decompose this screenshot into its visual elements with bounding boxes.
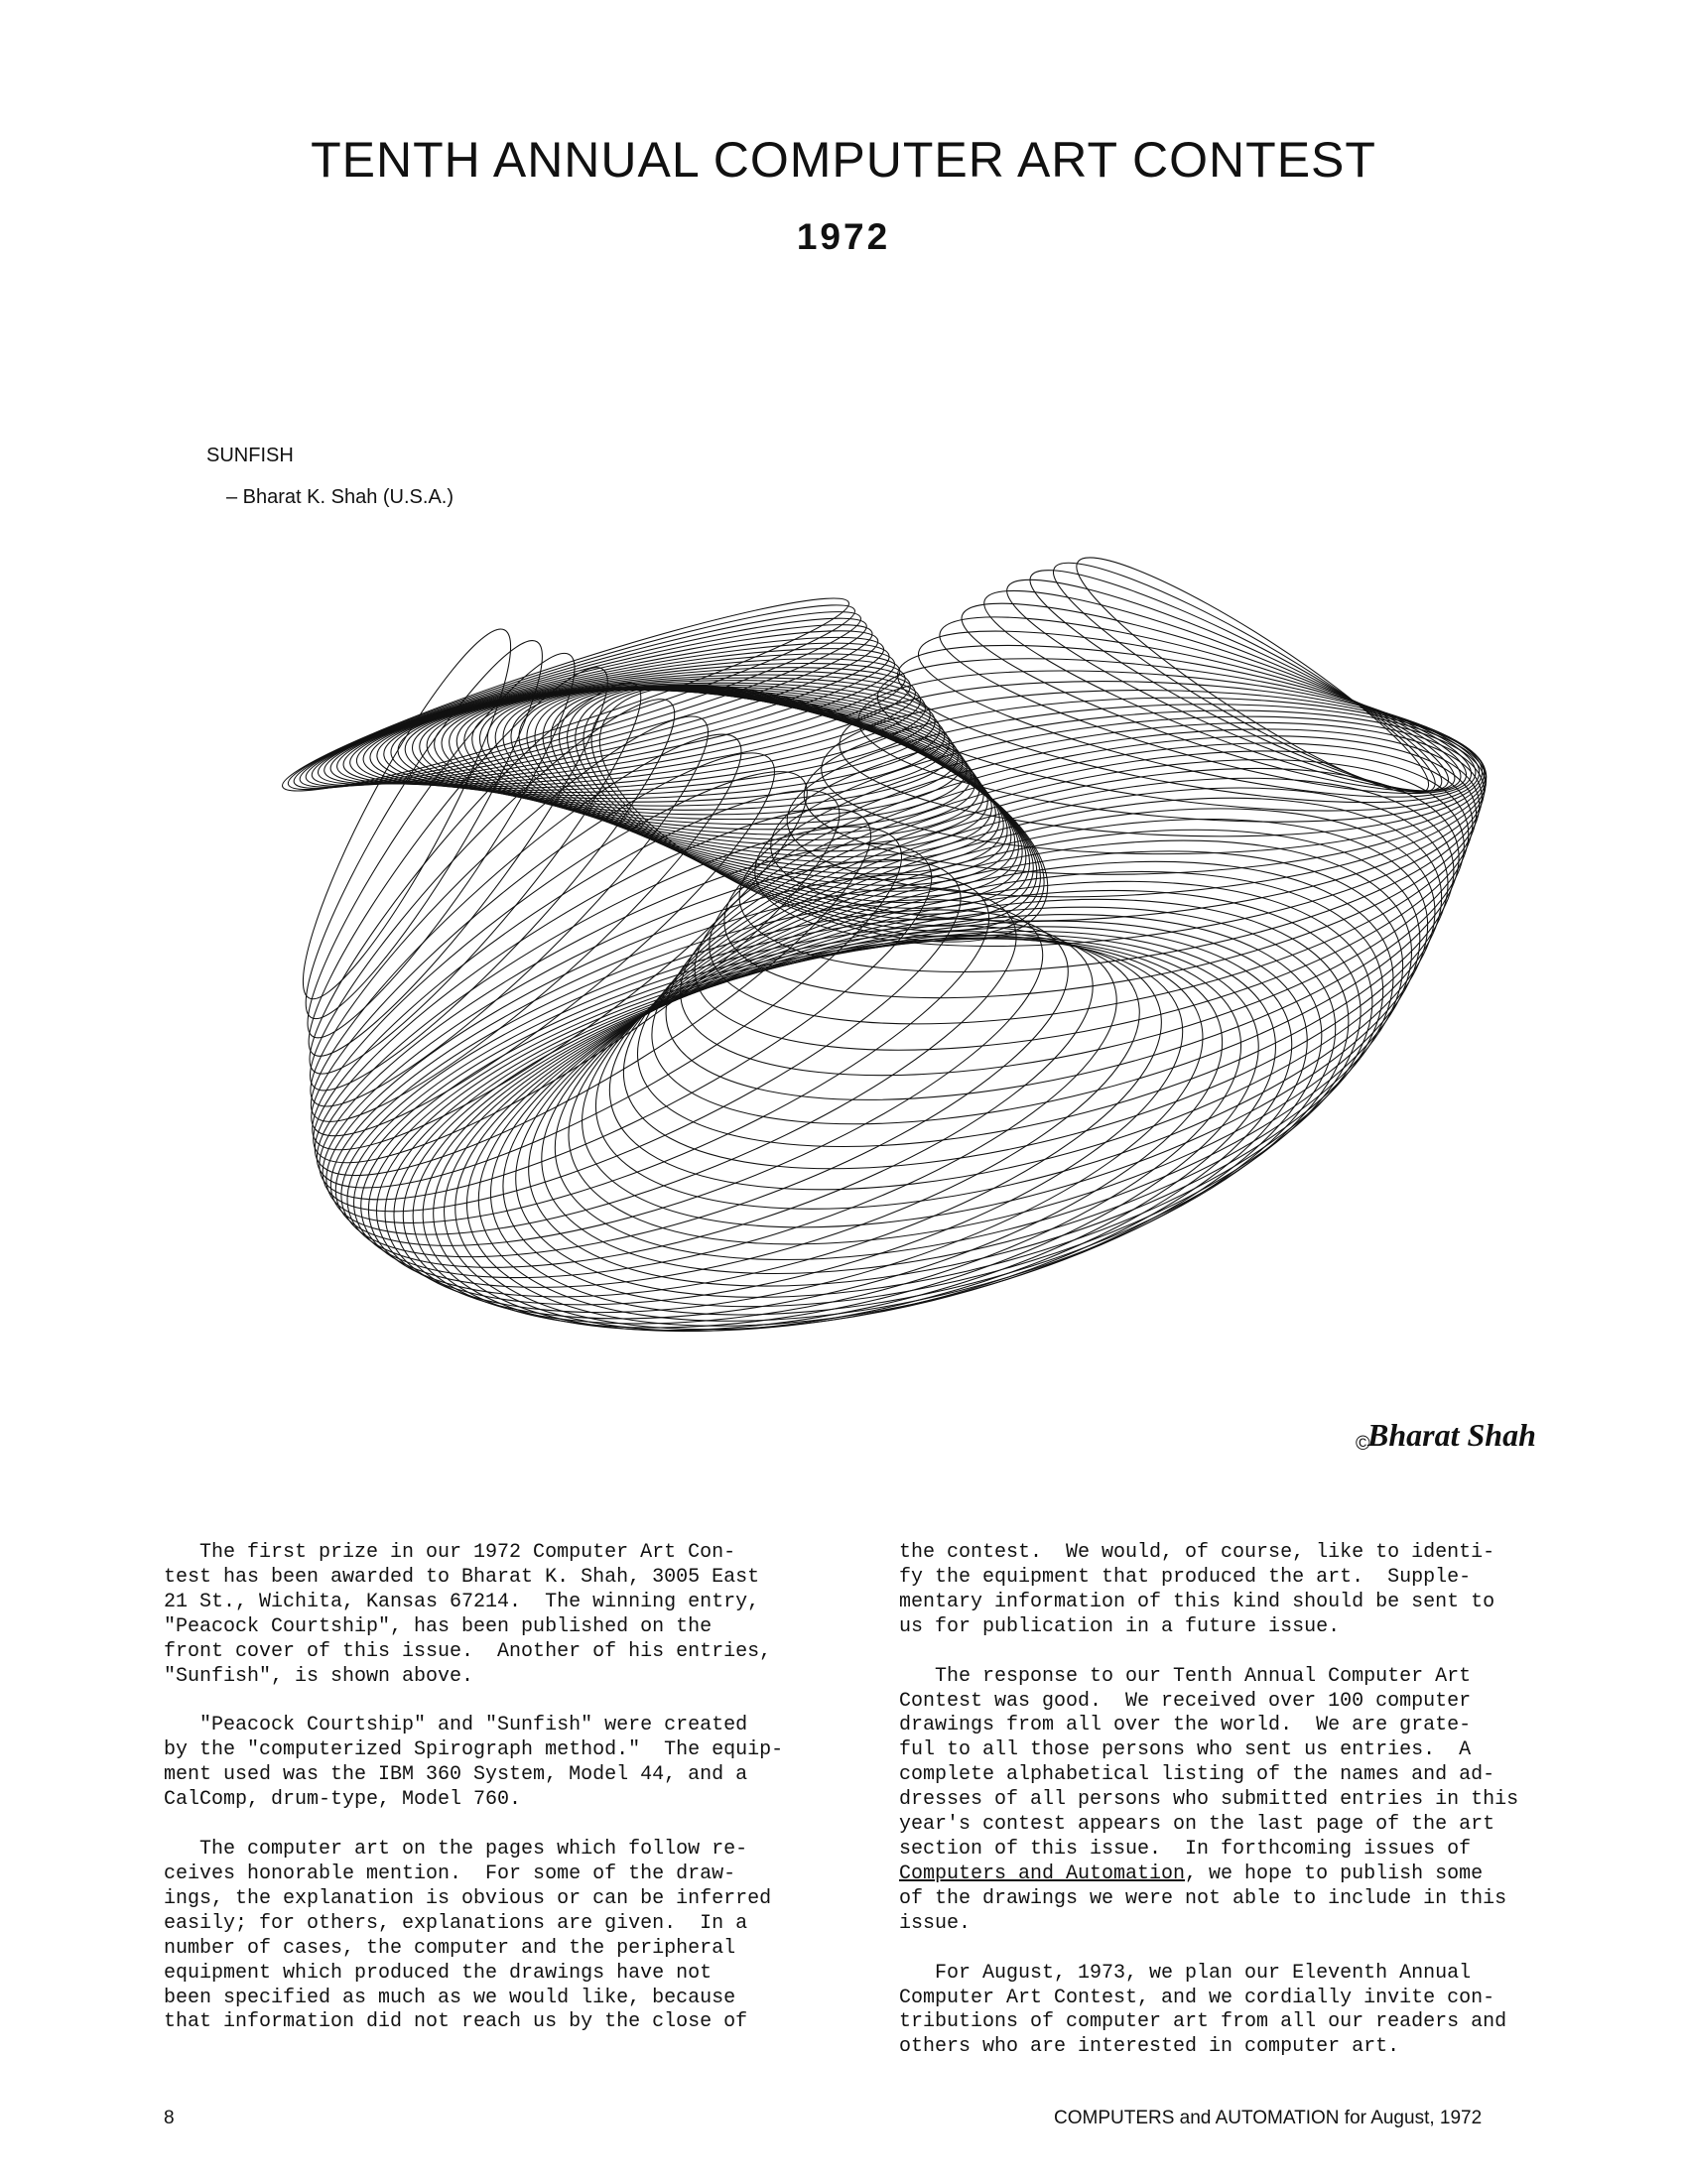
- spirograph-ellipse: [969, 558, 1471, 824]
- running-footer: COMPUTERS and AUTOMATION for August, 1972: [1054, 2108, 1483, 2128]
- page-title: TENTH ANNUAL COMPUTER ART CONTEST: [311, 132, 1376, 188]
- spirograph-ellipse: [510, 759, 1457, 1342]
- page-number: 8: [164, 2108, 175, 2128]
- artwork-caption-title: SUNFISH: [206, 445, 294, 466]
- paragraph-text: The response to our Tenth Annual Computer Art Contest was good. We received over 100 computer drawings from all over the world. We are grate- ful to all those persons who sent us entries. A complete alphabetical listing of the names and ad- dresses of all persons who submitted entries in this year's contest appears on the last page of the art section of this issue. In forthcoming issues of: [899, 1664, 1519, 1861]
- copyright-symbol: ©: [1356, 1433, 1370, 1455]
- spirograph-ellipse: [538, 739, 1472, 1308]
- spirograph-ellipse: [296, 829, 1082, 1316]
- spirograph-ellipse: [633, 694, 1496, 1166]
- spirograph-ellipse: [496, 770, 1448, 1355]
- spirograph-ellipse: [356, 866, 1260, 1391]
- spirograph-ellipse: [906, 597, 1483, 832]
- spirograph-curves: [273, 530, 1498, 1406]
- paragraph: For August, 1973, we plan our Eleventh Annual Computer Art Contest, and we cordially invite con- tributions of computer art from all our readers and others who are interested in computer art.: [899, 1961, 1507, 2059]
- artist-signature: Bharat Shah: [1367, 1417, 1536, 1453]
- paragraph: the contest. We would, of course, like to identi- fy the equipment that produced the art. Supple- mentary information of this kind should be sent to us for publication in a future issue.: [899, 1541, 1495, 1638]
- article-left-column: [164, 1541, 831, 2060]
- spirograph-ellipse: [651, 689, 1498, 1138]
- paragraph: "Peacock Courtship" and "Sunfish" were created by the "computerized Spirograph method." The equip- ment used was the IBM 360 System, Model 44, and a CalComp, drum-type, Model 760.: [164, 1714, 784, 1812]
- paragraph: [899, 1665, 1566, 1937]
- paragraph: The computer art on the pages which follow re- ceives honorable mention. For some of the draw- ings, the explanation is obvious or can be inferred easily; for others, explanations are given. In a number of cases, the computer and the peripheral equipment which produced the drawings have not been specified as much as we would like, because that information did not reach us by the close of: [164, 1838, 772, 2034]
- spirograph-ellipse: [687, 683, 1499, 1078]
- article-right-column: [899, 1541, 1566, 2085]
- paragraph: The first prize in our 1972 Computer Art Con- test has been awarded to Bharat K. Shah, 3005 East 21 St., Wichita, Kansas 67214. The winning entry, "Peacock Courtship", has been published on the front cover of this issue. Another of his entries, "Sunfish", is shown above.: [164, 1541, 772, 1688]
- paragraph-text: , we hope to publish some of the drawings we were not able to include in this issue.: [899, 1862, 1507, 1935]
- artwork-caption-author: – Bharat K. Shah (U.S.A.): [226, 486, 454, 508]
- sunfish-artwork: [149, 367, 1538, 1439]
- page-year: 1972: [796, 216, 891, 257]
- spirograph-ellipse: [553, 729, 1478, 1287]
- spirograph-ellipse: [276, 621, 572, 1039]
- spirograph-ellipse: [869, 630, 1488, 839]
- spirograph-ellipse: [947, 570, 1476, 826]
- spirograph-ellipse: [302, 838, 1106, 1329]
- magazine-name: Computers and Automation: [899, 1862, 1186, 1885]
